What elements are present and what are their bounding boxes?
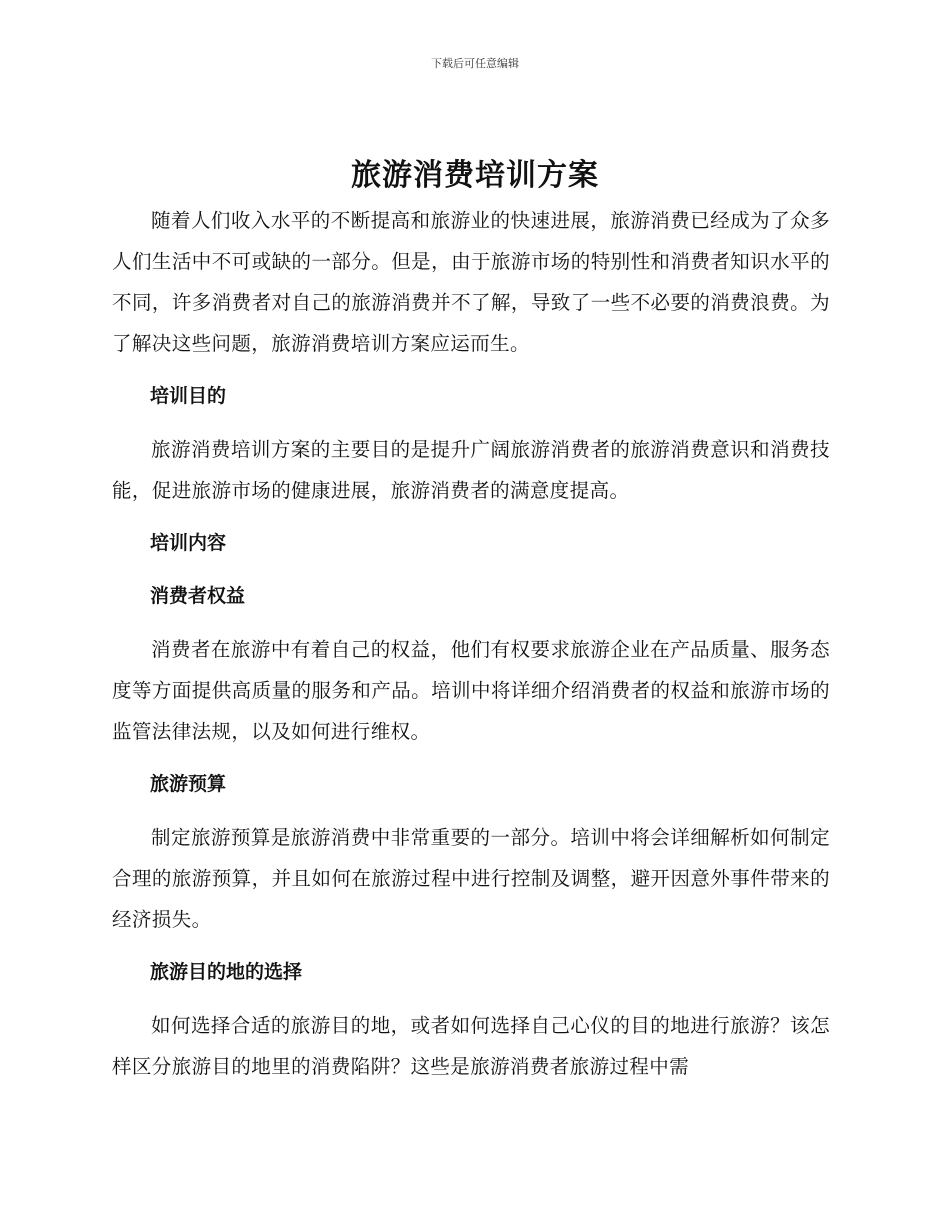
subsection-heading-destination: 旅游目的地的选择 — [150, 961, 303, 983]
document-body — [112, 200, 830, 1099]
section-heading-content: 培训内容 — [150, 532, 227, 554]
destination-paragraph: 如何选择合适的旅游目的地，或者如何选择自己心仪的目的地进行旅游？该怎样区分旅游目的地里的消费陷阱？这些是旅游消费者旅游过程中需 — [112, 1014, 830, 1078]
budget-paragraph: 制定旅游预算是旅游消费中非常重要的一部分。培训中将会详细解析如何制定合理的旅游预算，并且如何在旅游过程中进行控制及调整，避开因意外事件带来的经济损失。 — [112, 826, 830, 931]
rights-paragraph: 消费者在旅游中有着自己的权益，他们有权要求旅游企业在产品质量、服务态度等方面提供高质量的服务和产品。培训中将详细介绍消费者的权益和旅游市场的监管法律法规，以及如何进行维权。 — [112, 638, 830, 743]
purpose-paragraph: 旅游消费培训方案的主要目的是提升广阔旅游消费者的旅游消费意识和消费技能，促进旅游市场的健康进展，旅游消费者的满意度提高。 — [112, 438, 830, 502]
section-heading-purpose: 培训目的 — [150, 385, 227, 407]
intro-paragraph: 随着人们收入水平的不断提高和旅游业的快速进展，旅游消费已经成为了众多人们生活中不可或缺的一部分。但是，由于旅游市场的特别性和消费者知识水平的不同，许多消费者对自己的旅游消费并不了解，导致了一些不必要的消费浪费。为了解决这些问题，旅游消费培训方案应运而生。 — [112, 209, 830, 355]
subsection-heading-rights: 消费者权益 — [150, 585, 246, 607]
document-title: 旅游消费培训方案 — [351, 158, 599, 193]
page-header: 下载后可任意编辑 — [431, 57, 519, 70]
subsection-heading-budget: 旅游预算 — [150, 773, 227, 795]
